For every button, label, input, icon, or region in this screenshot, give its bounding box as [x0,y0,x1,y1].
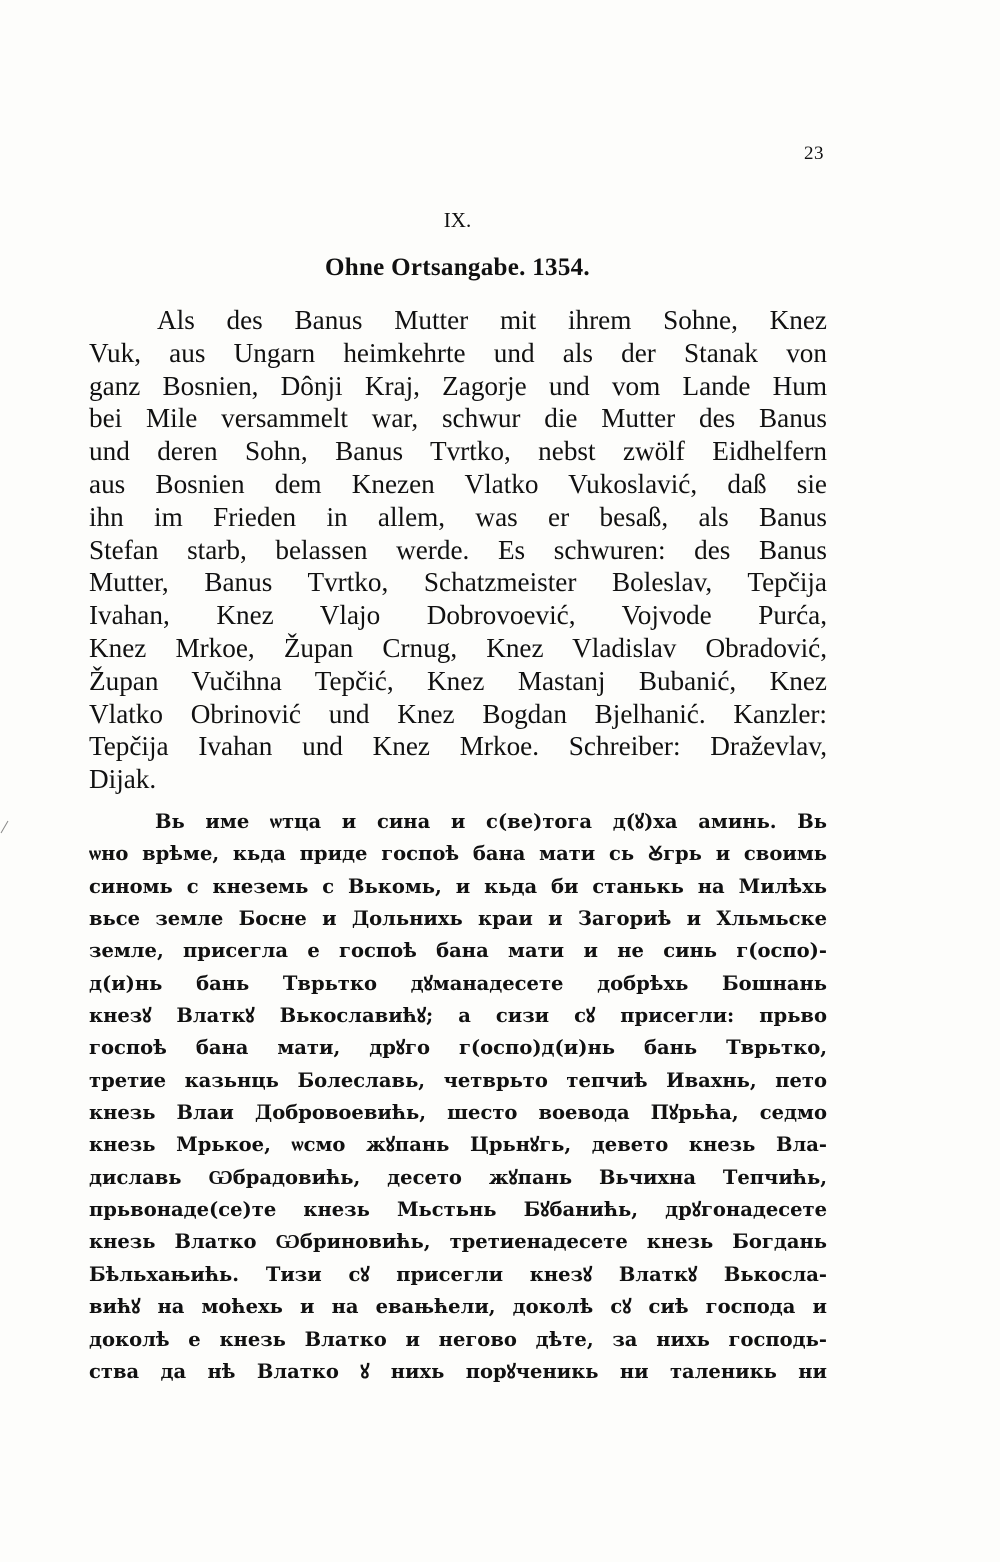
page-number: 23 [804,143,824,164]
charter-line: госпоѣ бана мати, дрꙋго г(оспо)д(и)нь бань Тврьтко, [89,1036,827,1060]
section-heading: Ohne Ortsangabe. 1354. [325,254,590,281]
cyrillic-charter-text [89,806,827,1388]
german-line: Tepčija Ivahan und Knez Mrkoe. Schreiber: Draževlav, [89,731,827,762]
german-line: ganz Bosnien, Dônji Kraj, Zagorje und vom Lande Hum [89,370,827,401]
charter-line: кнезь Мрькое, ѡсмо жꙋпань Црьнꙋгь, девето кнезь Вла- [89,1133,827,1157]
german-line: Als des Banus Mutter mit ihrem Sohne, Knez [157,305,827,335]
german-line: Vlatko Obrinović und Knez Bogdan Bjelhanić. Kanzler: [89,698,827,729]
charter-line: кнезь Влаи Добровоевићь, шесто воевода Пꙋрьћа, седмо [89,1101,827,1125]
charter-line: кнезь Влатко Ѡбриновићь, третиенадесете кнезь Богдань [89,1230,827,1254]
charter-line: вићꙋ на моћехь и на евањћели, доколѣ сꙋ сиѣ господа и [89,1295,827,1319]
charter-line: синомь с кнеземь с Вькомь, и кьда би станькь на Милѣхь [89,874,827,898]
charter-line: ства да нѣ Влатко ꙋ нихь порꙋченикь ни таленикь ни [89,1359,827,1383]
charter-line: кнезꙋ Влаткꙋ Вькославићꙋ; а сизи сꙋ присегли: прьво [89,1004,827,1028]
charter-line: третие казьнць Болеславь, четврьто тепчиѣ Ивахнь, пето [89,1068,827,1092]
charter-line: Вь име ѡтца и сина и с(ве)тога д(ꙋ)ха аминь. Вь [155,810,827,833]
charter-line: Бѣльхањићь. Тизи сꙋ присегли кнезꙋ Влаткꙋ Вькосла- [89,1262,827,1286]
charter-line: диславь Ѡбрадовићь, десето жꙋпань Вьчихна Тепчићь, [89,1165,827,1189]
charter-line: д(и)нь бань Тврьтко дꙋманадесете добрѣхь Бошнань [89,971,827,995]
german-line: aus Bosnien dem Knezen Vlatko Vukoslavić, daß sie [89,468,827,499]
german-line: bei Mile versammelt war, schwur die Mutter des Banus [89,403,827,434]
german-line: Župan Vučihna Tepčić, Knez Mastanj Bubanić, Knez [89,665,827,696]
section-numeral: IX. [443,208,472,232]
german-line: Knez Mrkoe, Župan Crnug, Knez Vladislav Obradović, [89,632,827,663]
charter-line: ѡно врѣме, кьда приде госпоѣ бана мати сь Ꙋгрь и своимь [89,842,827,866]
german-summary [89,304,827,796]
charter-line: доколѣ е кнезь Влатко и негово дѣте, за нихь господь- [89,1327,827,1351]
charter-line: прьвонаде(се)те кнезь Мьстьнь Бꙋбанићь, дрꙋгонадесете [89,1198,827,1222]
charter-line: земле, присегла е госпоѣ бана мати и не синь г(оспо)- [89,939,827,963]
german-line: Dijak. [89,764,157,795]
german-line: Ivahan, Knez Vlajo Dobrovoević, Vojvode Purća, [89,600,827,631]
german-line: und deren Sohn, Banus Tvrtko, nebst zwölf Eidhelfern [89,436,827,467]
german-line: Stefan starb, belassen werde. Es schwuren: des Banus [89,534,827,565]
german-line: Mutter, Banus Tvrtko, Schatzmeister Boleslav, Tepčija [89,567,827,598]
german-line: Vuk, aus Ungarn heimkehrte und als der Stanak von [89,337,827,368]
charter-line: вьсе земле Босне и Дольнихь краи и Загориѣ и Хльмьске [89,907,827,931]
margin-mark [1,821,9,834]
german-line: ihn im Frieden in allem, was er besaß, als Banus [89,501,827,532]
